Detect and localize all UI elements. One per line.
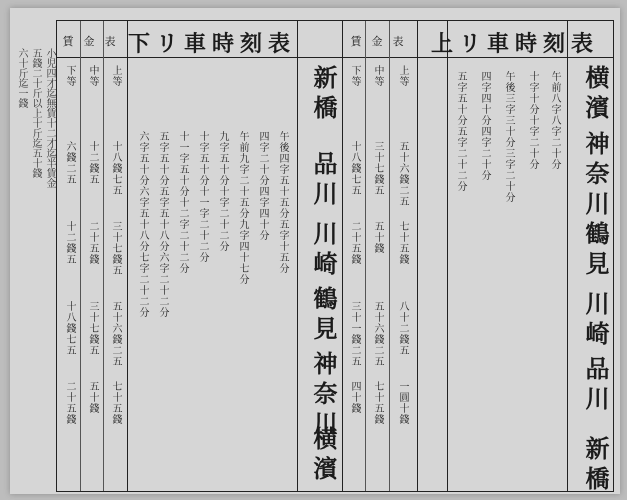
up-station: 横濱 bbox=[581, 65, 610, 125]
fare-middle: 三十七錢五 bbox=[87, 301, 98, 356]
down-station: 神奈川 bbox=[309, 351, 338, 441]
fare-upper: 七十五錢 bbox=[110, 381, 121, 425]
down-time-column: 四字二十分四字四十分 bbox=[257, 131, 268, 241]
fare-middle: 五十錢 bbox=[87, 381, 98, 414]
fare-middle: 二十五錢 bbox=[87, 221, 98, 265]
down-time-column: 十一字五十分十二字二十二分 bbox=[177, 131, 188, 274]
fare-lower: 二十五錢 bbox=[349, 221, 360, 265]
margin-note: 小児四才迄無賃十二才迄半賃金 bbox=[44, 48, 55, 188]
fare-middle: 五十六錢二五 bbox=[372, 301, 383, 367]
fare-upper: 七十五錢 bbox=[397, 221, 408, 265]
up-time-column: 四字四十分四字二十分 bbox=[479, 71, 490, 181]
fare-lower: 十八錢七五 bbox=[349, 141, 360, 196]
fare-middle: 三十七錢五 bbox=[372, 141, 383, 196]
down-station: 新橋 bbox=[309, 65, 338, 125]
up-station: 鶴見 bbox=[581, 221, 610, 281]
down-time-column: 十字五十分十一字二十二分 bbox=[197, 131, 208, 263]
fare-class-middle: 中等 bbox=[372, 65, 383, 87]
down-time-column: 九字五十分十字二十二分 bbox=[217, 131, 228, 252]
down-timetable-title: 下リ車時刻表 bbox=[127, 31, 296, 57]
fare-upper: 一圓十錢 bbox=[397, 381, 408, 425]
down-station: 川崎 bbox=[309, 221, 338, 281]
fare-middle: 十二錢五 bbox=[87, 141, 98, 185]
down-station: 品川 bbox=[309, 151, 338, 211]
fare-lower: 六錢二五 bbox=[64, 141, 75, 185]
up-time-column: 十字十分十字二十分 bbox=[527, 71, 538, 170]
fare-upper: 八十二錢五 bbox=[397, 301, 408, 356]
up-station: 神奈川 bbox=[581, 131, 610, 221]
fare-lower: 二十五錢 bbox=[64, 381, 75, 425]
down-time-column: 午前九字二十五分九字四十七分 bbox=[237, 131, 248, 285]
fare-middle: 七十五錢 bbox=[372, 381, 383, 425]
fare-lower: 十八錢七五 bbox=[64, 301, 75, 356]
down-time-column: 午後四字五十五分五字十五分 bbox=[277, 131, 288, 274]
timetable-frame bbox=[56, 20, 614, 496]
fare-lower: 四十錢 bbox=[349, 381, 360, 414]
up-timetable-title: 上リ車時刻表 bbox=[430, 31, 599, 57]
fare-lower: 三十一錢二五 bbox=[349, 301, 360, 367]
down-station: 鶴見 bbox=[309, 286, 338, 346]
fare-upper: 五十六錢二五 bbox=[397, 141, 408, 207]
fare-middle: 五十錢 bbox=[372, 221, 383, 254]
up-time-column: 五字五十分五字二十二分 bbox=[455, 71, 466, 192]
fare-class-upper: 上等 bbox=[110, 65, 121, 87]
fare-lower: 十二錢五 bbox=[64, 221, 75, 265]
fare-upper: 十八錢七五 bbox=[110, 141, 121, 196]
margin-note: 五錢二十斤以上十斤迄五十錢 bbox=[30, 48, 41, 178]
fare-class-lower: 下等 bbox=[64, 65, 75, 87]
up-time-column: 午後三字三十分三字二十分 bbox=[503, 71, 514, 203]
timetable-sheet bbox=[10, 8, 620, 494]
down-station: 横濱 bbox=[309, 426, 338, 486]
up-time-column: 午前八字八字二十分 bbox=[549, 71, 560, 170]
fare-upper: 三十七錢五 bbox=[110, 221, 121, 276]
down-time-column: 五字五十分五字五十八分六字二十二分 bbox=[157, 131, 168, 318]
down-fare-header: 賃金表 bbox=[62, 35, 126, 48]
up-fare-header: 賃金表 bbox=[350, 35, 414, 48]
fare-class-lower: 下等 bbox=[349, 65, 360, 87]
up-station: 品川 bbox=[581, 356, 610, 416]
margin-note: 六十斤迄一錢 bbox=[16, 48, 27, 108]
down-time-column: 六字五十分六字五十八分七字二十二分 bbox=[137, 131, 148, 318]
fare-class-middle: 中等 bbox=[87, 65, 98, 87]
fare-upper: 五十六錢二五 bbox=[110, 301, 121, 367]
fare-class-upper: 上等 bbox=[397, 65, 408, 87]
up-station: 新橋 bbox=[581, 436, 610, 496]
up-station: 川崎 bbox=[581, 291, 610, 351]
